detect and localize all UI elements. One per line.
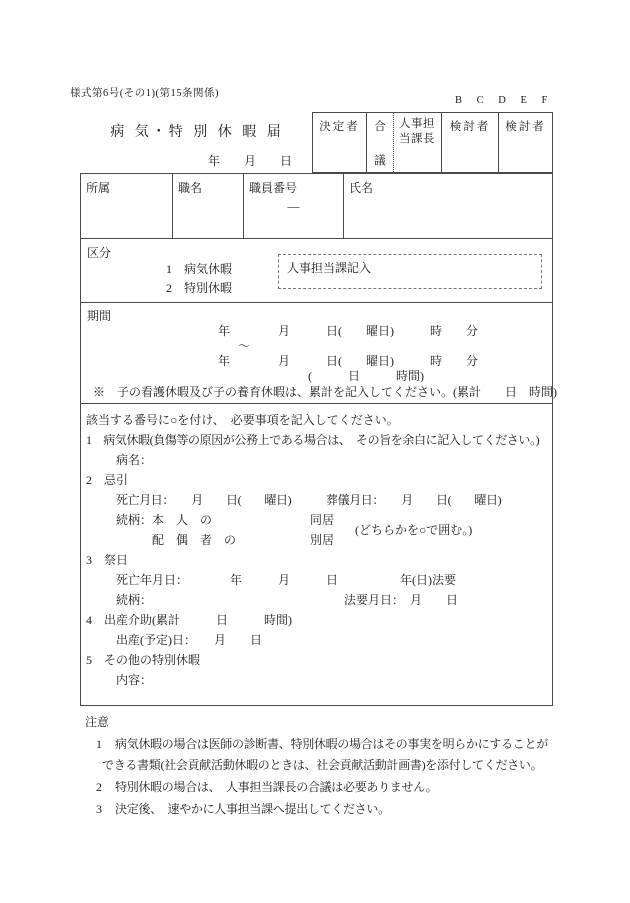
category-option-special-leave: 2 特別休暇 xyxy=(166,281,233,295)
item2-spouse-line xyxy=(152,523,547,550)
item2-relation-line xyxy=(116,510,547,530)
period-tilde: 〜 xyxy=(238,339,251,353)
approval-cell-hr-chief: 人事担当課長 xyxy=(393,113,441,172)
category-row xyxy=(81,238,552,302)
note-item-3 xyxy=(85,799,567,821)
item3-death-date-line xyxy=(116,570,547,590)
note-2-text: 特別休暇の場合は、 人事担当課長の合議は必要ありません。 xyxy=(115,780,438,795)
period-start-line: 年 月 日( 曜日) 時 分 xyxy=(218,324,478,338)
item2-living-apart: 別居 xyxy=(310,533,335,547)
item2-circle-instruction: (どちらかを○で囲む。) xyxy=(355,523,473,537)
employee-number-cell xyxy=(244,174,344,238)
hr-entry-box xyxy=(278,254,542,289)
note-2-number: 2 xyxy=(96,780,102,795)
affiliation-cell xyxy=(81,174,173,238)
job-title-cell xyxy=(173,174,244,238)
item1-sick-leave: 1 病気休暇(負傷等の原因が公務上である場合は、 その旨を余白に記入してください。) xyxy=(86,433,540,447)
category-options xyxy=(166,260,232,298)
name-cell xyxy=(344,174,552,238)
note-3-number: 3 xyxy=(96,801,102,816)
item4-due-date: 出産(予定)日： 月 日 xyxy=(116,633,262,647)
item3-memorial-rites: 3 祭日 xyxy=(86,553,129,567)
note-1-text-line-1: 病気休暇の場合は医師の診断書、特別休暇の場合はその事実を明らかにすることが xyxy=(115,736,548,751)
item2-dates-line: 死亡月日： 月 日( 曜日) 葬儀月日： 月 日( 曜日) xyxy=(116,493,502,507)
name-label: 氏名 xyxy=(349,181,374,195)
approval-cell-consultation xyxy=(366,113,393,172)
category-label: 区分 xyxy=(87,246,112,260)
item4-birth-assistance: 4 出産介助(累計 日 時間) xyxy=(86,613,292,627)
form-date-line: 年 月 日 xyxy=(208,154,293,168)
notes-label: 注意 xyxy=(85,715,110,729)
consultation-char-bottom: 議 xyxy=(374,155,386,167)
title-area xyxy=(80,121,314,169)
note-item-2 xyxy=(85,777,567,799)
item2-relation-self: 続柄：本 人 の xyxy=(116,513,213,527)
item3-relation-line xyxy=(116,590,547,610)
identity-row xyxy=(81,174,552,238)
hr-entry-box-label: 人事担当課記入 xyxy=(287,261,372,275)
item3-death-date: 死亡年月日： 年 月 日 xyxy=(116,573,339,587)
item2-bereavement: 2 忌引 xyxy=(86,473,129,487)
period-label: 期間 xyxy=(87,309,112,323)
form-number: 様式第6号(その1)(第15条関係) xyxy=(70,88,219,99)
main-form-table xyxy=(80,173,557,706)
approval-cell-reviewer-2: 検討者 xyxy=(498,113,552,172)
employee-number-label: 職員番号 xyxy=(249,181,298,195)
approval-cell-decider: 決定者 xyxy=(319,121,360,133)
note-1-text-line-2: できる書類(社会貢献活動休暇のときは、社会貢献活動計画書)を添付してください。 xyxy=(102,758,543,773)
item2-cohabiting: 同居 xyxy=(310,513,335,527)
item3-relation: 続柄： xyxy=(116,593,153,607)
period-childcare-note: ※ 子の看護休暇及び子の養育休暇は、累計を記入してください。(累計 日 時間) xyxy=(93,385,557,399)
employee-number-separator: ― xyxy=(287,199,300,213)
item5-other-special-leave: 5 その他の特別休暇 xyxy=(86,653,201,667)
item5-content: 内容： xyxy=(116,673,153,687)
form-title: 病 気・特 別 休 暇 届 xyxy=(110,125,284,140)
details-row xyxy=(81,403,552,705)
item3-memorial-date: 法要月日： 月 日 xyxy=(344,593,459,607)
approval-stamp-table xyxy=(312,112,553,173)
notes-section xyxy=(85,712,567,821)
job-title-label: 職名 xyxy=(178,181,203,195)
note-3-text: 決定後、 速やかに人事担当課へ提出してください。 xyxy=(115,801,390,816)
affiliation-label: 所属 xyxy=(86,181,111,195)
category-option-sick-leave: 1 病気休暇 xyxy=(166,262,233,276)
item1-disease-name: 病名： xyxy=(116,453,153,467)
note-item-1 xyxy=(85,734,567,777)
stamp-letters: B C D E F xyxy=(455,95,550,106)
details-instruction: 該当する番号に○を付け、 必要事項を記入してください。 xyxy=(86,413,399,427)
approval-cell-reviewer-1: 検討者 xyxy=(441,113,498,172)
period-end-line: 年 月 日( 曜日) 時 分 xyxy=(218,354,478,368)
period-row xyxy=(81,302,557,403)
consultation-char-top: 合 xyxy=(374,121,386,133)
item3-memorial-anniversary: 年(日)法要 xyxy=(400,573,456,587)
note-1-number: 1 xyxy=(96,736,102,751)
item2-relation-spouse: 配 偶 者 の xyxy=(152,533,237,547)
period-total-line: ( 日 時間) xyxy=(308,369,424,383)
